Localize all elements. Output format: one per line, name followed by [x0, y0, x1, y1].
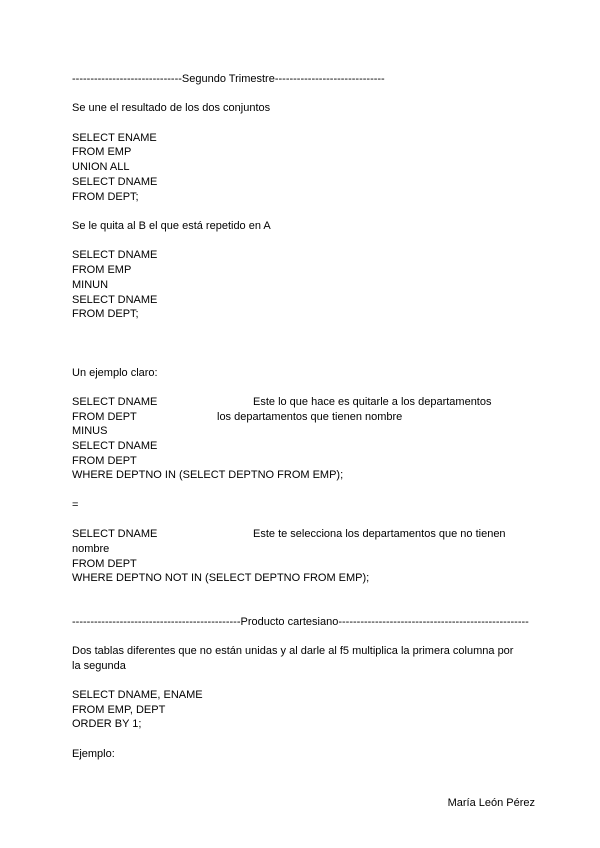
sql-line: FROM DEPT — [72, 455, 137, 467]
sql-line: SELECT ENAME — [72, 132, 157, 144]
sql-line: FROM EMP, DEPT — [72, 704, 166, 716]
side-note: Este lo que hace es quitarle a los departamentos — [253, 396, 492, 408]
sql-line: MINUS — [72, 425, 108, 437]
sql-line: SELECT DNAME — [72, 528, 158, 540]
sql-line: SELECT DNAME — [72, 176, 158, 188]
sql-line: FROM DEPT — [72, 411, 137, 423]
sql-line: MINUN — [72, 279, 109, 291]
sql-line: SELECT DNAME — [72, 396, 158, 408]
paragraph-example-desc: Un ejemplo claro: — [72, 367, 158, 379]
section-header-producto-cartesiano: ----------------------------------------------Producto cartesiano---------------------------------------------------- — [72, 616, 529, 628]
sql-line: FROM DEPT; — [72, 308, 139, 320]
sql-line: ORDER BY 1; — [72, 718, 142, 730]
paragraph-minus-desc: Se le quita al B el que está repetido en A — [72, 220, 271, 232]
sql-line: WHERE DEPTNO NOT IN (SELECT DEPTNO FROM EMP); — [72, 572, 370, 584]
sql-line: FROM DEPT — [72, 558, 137, 570]
sql-line: UNION ALL — [72, 161, 130, 173]
footer-author: María León Pérez — [447, 797, 535, 809]
sql-line: SELECT DNAME, ENAME — [72, 689, 203, 701]
sql-line: FROM DEPT; — [72, 191, 139, 203]
sql-line: SELECT DNAME — [72, 440, 158, 452]
side-note: Este te selecciona los departamentos que no tienen — [253, 528, 506, 540]
sql-line: FROM EMP — [72, 146, 132, 158]
paragraph-cartesian-desc-cont: la segunda — [72, 660, 126, 672]
paragraph-cartesian-desc: Dos tablas diferentes que no están unidas y al darle al f5 multiplica la primera columna por — [72, 645, 514, 657]
sql-line: WHERE DEPTNO IN (SELECT DEPTNO FROM EMP); — [72, 469, 344, 481]
equals-sign: = — [72, 499, 79, 511]
section-header-segundo-trimestre: ------------------------------Segundo Trimestre------------------------------ — [72, 73, 385, 85]
sql-line: SELECT DNAME — [72, 294, 158, 306]
sql-line: SELECT DNAME — [72, 249, 158, 261]
side-note: los departamentos que tienen nombre — [217, 411, 403, 423]
example-label: Ejemplo: — [72, 748, 115, 760]
paragraph-union-desc: Se une el resultado de los dos conjuntos — [72, 102, 271, 114]
side-note-continuation: nombre — [72, 543, 110, 555]
sql-line: FROM EMP — [72, 264, 132, 276]
